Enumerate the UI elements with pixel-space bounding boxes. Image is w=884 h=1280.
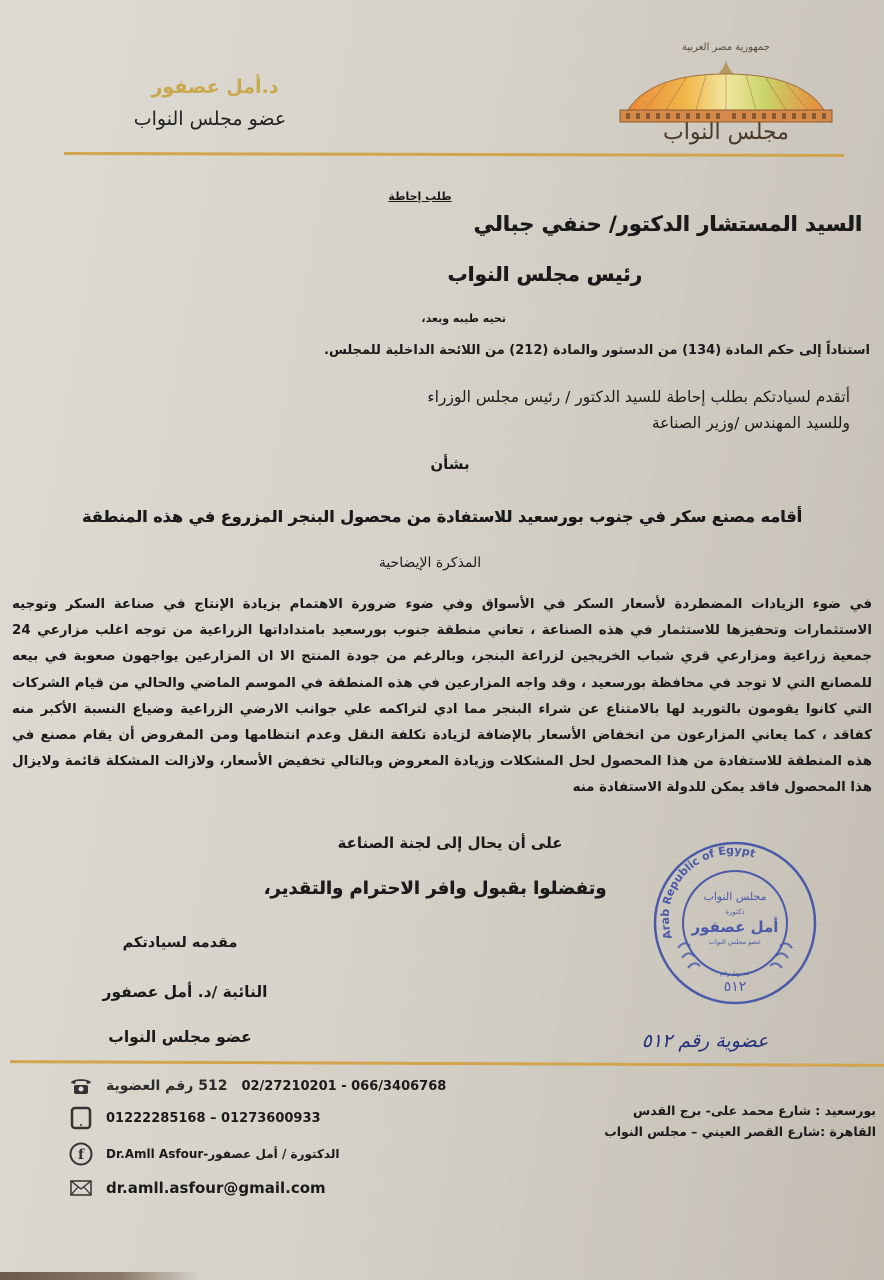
desk-edge <box>0 1272 200 1280</box>
header-divider <box>64 152 844 157</box>
handwritten-membership: عضوية رقم ٥١٢ <box>641 1030 769 1052</box>
logo-name: مجلس النواب <box>663 120 789 145</box>
logo-top-text: جمهورية مصر العربية <box>682 42 770 53</box>
stamp-inner-prefix: دكتورة <box>725 908 745 916</box>
dome-icon <box>606 52 846 127</box>
address-portsaid: بورسعيد : شارع محمد على- برج القدس <box>633 1103 876 1118</box>
signatory-name: النائبة /د. أمل عصفور <box>102 983 268 1001</box>
phone-icon <box>68 1073 94 1099</box>
submitted-to: مقدمه لسيادتكم <box>122 935 238 951</box>
mobile-numbers: 01222285168 – 01273600933 <box>106 1110 321 1126</box>
footer-divider <box>10 1060 884 1067</box>
addressee: السيد المستشار الدكتور/ حنفي جبالي <box>473 212 862 236</box>
stamp-membership-number: ٥١٢ <box>723 979 747 995</box>
contact-facebook <box>68 1140 488 1168</box>
contact-mobile <box>68 1104 488 1132</box>
stamp-inner-top: مجلس النواب <box>703 890 767 903</box>
stamp-inner-role: عضو مجلس النواب <box>708 938 762 946</box>
facebook-icon <box>68 1141 94 1167</box>
header-member-role: عضو مجلس النواب <box>133 108 287 130</box>
official-stamp <box>650 838 820 1008</box>
parliament-logo <box>606 42 846 152</box>
topic-heading: أقامه مصنع سكر في جنوب بورسعيد للاستفادة من محصول البنجر المزروع في هذه المنطقة <box>81 507 803 526</box>
stamp-membership-label: عضوية رقم <box>719 969 751 977</box>
mobile-icon <box>68 1105 94 1131</box>
svg-text:f: f <box>77 1147 85 1163</box>
stamp-outer-text: Arab Republic of Egypt <box>658 843 758 941</box>
address-cairo: القاهرة :شارع القصر العيني – مجلس النواب <box>604 1124 876 1139</box>
phone-numbers: 02/27210201 - 066/3406768 <box>241 1078 447 1094</box>
phone-line <box>106 1078 446 1094</box>
email-address[interactable]: dr.amll.asfour@gmail.com <box>106 1179 326 1197</box>
greeting: تحيه طيبه وبعد، <box>421 312 506 325</box>
request-line-2: وللسيد المهندس /وزير الصناعة <box>651 414 850 432</box>
memo-body: في ضوء الزيادات المضطردة لأسعار السكر في الأسواق وفي ضوء ضرورة الاهتمام بزيادة الإنتاج في صناعة السكر وتوجيه الاستثمارات وتحفيزها للاستثمار في هذه الصناعة ، تعاني منطقة جنوب بورسعيد بامتداداتها الزراعية من توجه اغلب مزارعي 24 جمعية زراعية ومزارعي قري شباب الخريجين لزراعة البنجر، وبالرغم من جودة المنتج الا ان المزارعين يواجهون صعوبة في بيعه للمصانع التي لا توجد في محافظة بورسعيد ، وقد واجه المزارعين في هذه المنطقة في الموسم الماضي والحالي من قيام الشركات التي كانوا يقومون بالتوريد لها بالامتناع عن شراء البنجر مما ادي لتراكمه علي جوانب الارضي الزراعية وضياع النسبة الأكبر منه كفاقد ، كما يعاني المزارعون من انخفاض الأسعار بالإضافة لزيادة تكلفة النقل وعدم انتظامها ومن المفروض أن يقام مصنع في هذه المنطقة للاستفادة من هذا المحصول لحل المشكلات وزيادة المعروض وبالتالي تخفيض الأسعار، ولازالت المشكلة قائمة ولايزال هذا المحصول فاقد يمكن للدولة الاستفادة منه <box>12 597 872 796</box>
subject-label: طلب إحاطة <box>388 190 452 203</box>
legal-basis: استناداً إلى حكم المادة (134) من الدستور والمادة (212) من اللائحة الداخلية للمجلس. <box>324 343 870 358</box>
request-line-1: أتقدم لسيادتكم بطلب إحاطة للسيد الدكتور / رئيس مجلس الوزراء <box>427 388 850 406</box>
closing-line: وتفضلوا بقبول وافر الاحترام والتقدير، <box>263 878 607 899</box>
addressee-title: رئيس مجلس النواب <box>447 262 642 286</box>
regarding-heading: بشأن <box>430 455 470 473</box>
stamp-inner-name: أمل عصفور <box>691 918 779 936</box>
contact-phone <box>68 1072 488 1100</box>
contact-email <box>68 1174 488 1202</box>
mail-icon <box>68 1175 94 1201</box>
referral-line: على أن يحال إلى لجنة الصناعة <box>337 834 563 852</box>
facebook-handle: Dr.Amll Asfour-الدكتورة / أمل عصفور <box>106 1147 340 1161</box>
membership-overprint: 512 رقم العضوية <box>106 1078 228 1094</box>
signatory-role: عضو مجلس النواب <box>108 1028 252 1046</box>
header-member-name: د.أمل عصفور <box>151 76 279 98</box>
memo-title: المذكرة الإيضاحية <box>378 555 482 571</box>
